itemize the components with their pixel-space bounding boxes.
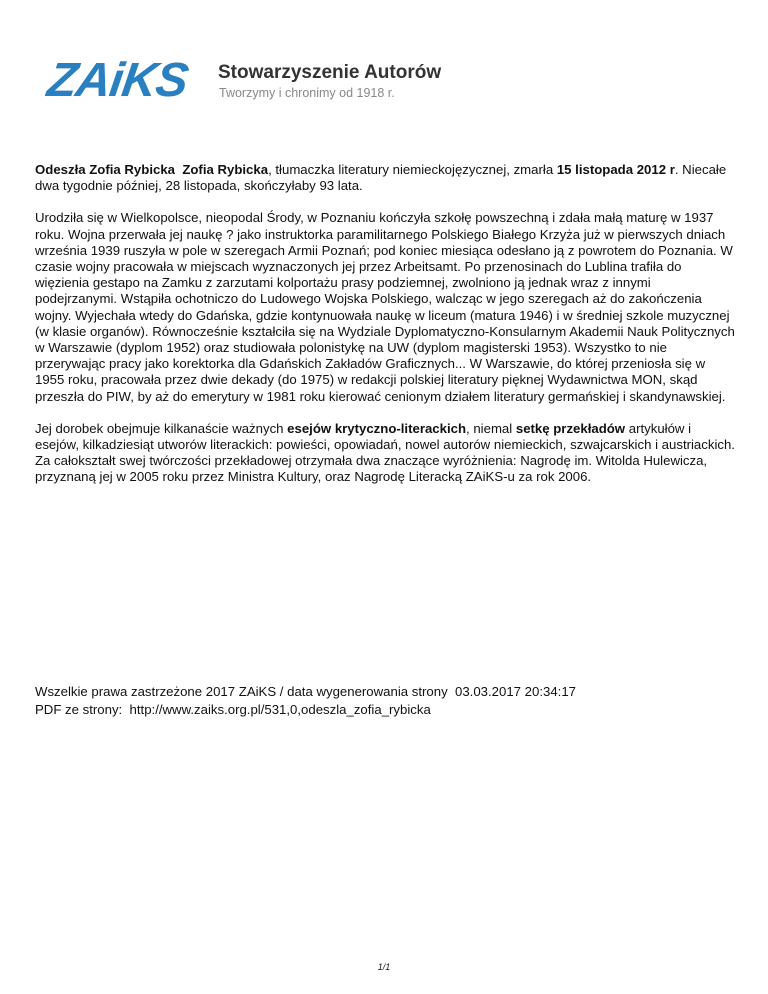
paragraph-works: Jej dorobek obejmuje kilkanaście ważnych esejów krytyczno-literackich, niemal setkę przekładów artykułów i esejów, kilkadziesiąt utworów literackich: powieści, opowiadań, nowel autorów niemieckich, szwajcarskich i austriackich. Za całokształt swej twórczości przekładowej otrzymała dwa znaczące wyróżnienia: Nagrodę im. Witolda Hulewicza, przyznaną jej w 2005 roku przez Ministra Kultury, oraz Nagrodę Literacką ZAiKS-u za rok 2006. <box>35 420 735 485</box>
death-date: 15 listopada 2012 r <box>556 162 675 177</box>
paragraph-biography: Urodziła się w Wielkopolsce, nieopodal Środy, w Poznaniu kończyła szkołę powszechną i zdała małą maturę w 1937 roku. Wojna przerwała jej naukę ? jako instruktorka paramilitarnego Polskiego Białego Krzyża już w pierwszych dniach września 1939 ruszyła w pole w szeregach Armii Poznań; pod koniec miesiąca odesłano ją z powrotem do Poznania. W czasie wojny pracowała w miejscach wyznaczonych jej przez Arbeitsamt. Po przenosinach do Lublina trafiła do więzienia gestapo na Zamku z zarzutami kolportażu prasy podziemnej, zwolniono ją jednak wraz z innymi podejrzanymi. Wstąpiła ochotniczo do Ludowego Wojska Polskiego, walcząc w jego szeregach aż do zakończenia wojny. Wyjechała wtedy do Gdańska, gdzie kontynuowała naukę w liceum (matura 1946) i w średniej szkole muzycznej (w klasie organów). Równocześnie kształciła się na Wydziale Dyplomatyczno-Konsularnym Akademii Nauk Politycznych w Warszawie (dyplom 1952) oraz studiowała polonistykę na UW (dyplom magisterski 1953). Wszystko to nie przerywając pracy jako korektorka dla Gdańskich Zakładów Graficznych... W Warszawie, do której przeniosła się w 1955 roku, pracowała przez dwie dekady (do 1975) w redakcji polskiej literatury pięknej Wydawnictwa MON, skąd przeszła do PIW, by aż do emerytury w 1981 roku kierować cenionym działem literatury germańskiej i skandynawskiej. <box>35 210 735 404</box>
article-body <box>35 162 735 502</box>
headline: Odeszła Zofia Rybicka <box>35 162 175 177</box>
essays-bold: esejów krytyczno-literackich <box>287 420 467 436</box>
paragraph-intro: Odeszła Zofia Rybicka Zofia Rybicka, tłumaczka literatury niemieckojęzycznej, zmarła 15 listopada 2012 r. Niecałe dwa tygodnie później, 28 listopada, skończyłaby 93 lata. <box>35 162 727 194</box>
page-footer <box>35 683 735 718</box>
page-number: 1/1 <box>377 962 391 972</box>
zaiks-logo <box>44 54 468 107</box>
translations-bold: setkę przekładów <box>515 420 626 436</box>
copyright-line: Wszelkie prawa zastrzeżone 2017 ZAiKS / data wygenerowania strony 03.03.2017 20:34:17 <box>35 684 577 699</box>
source-url-line: PDF ze strony: http://www.zaiks.org.pl/531,0,odeszla_zofia_rybicka <box>35 701 431 717</box>
name-bold: Zofia Rybicka <box>182 162 269 177</box>
logo-wordmark: ZAiKS <box>44 54 191 107</box>
org-tagline: Tworzymy i chronimy od 1918 r. <box>219 86 395 100</box>
org-title: Stowarzyszenie Autorów <box>218 62 442 83</box>
